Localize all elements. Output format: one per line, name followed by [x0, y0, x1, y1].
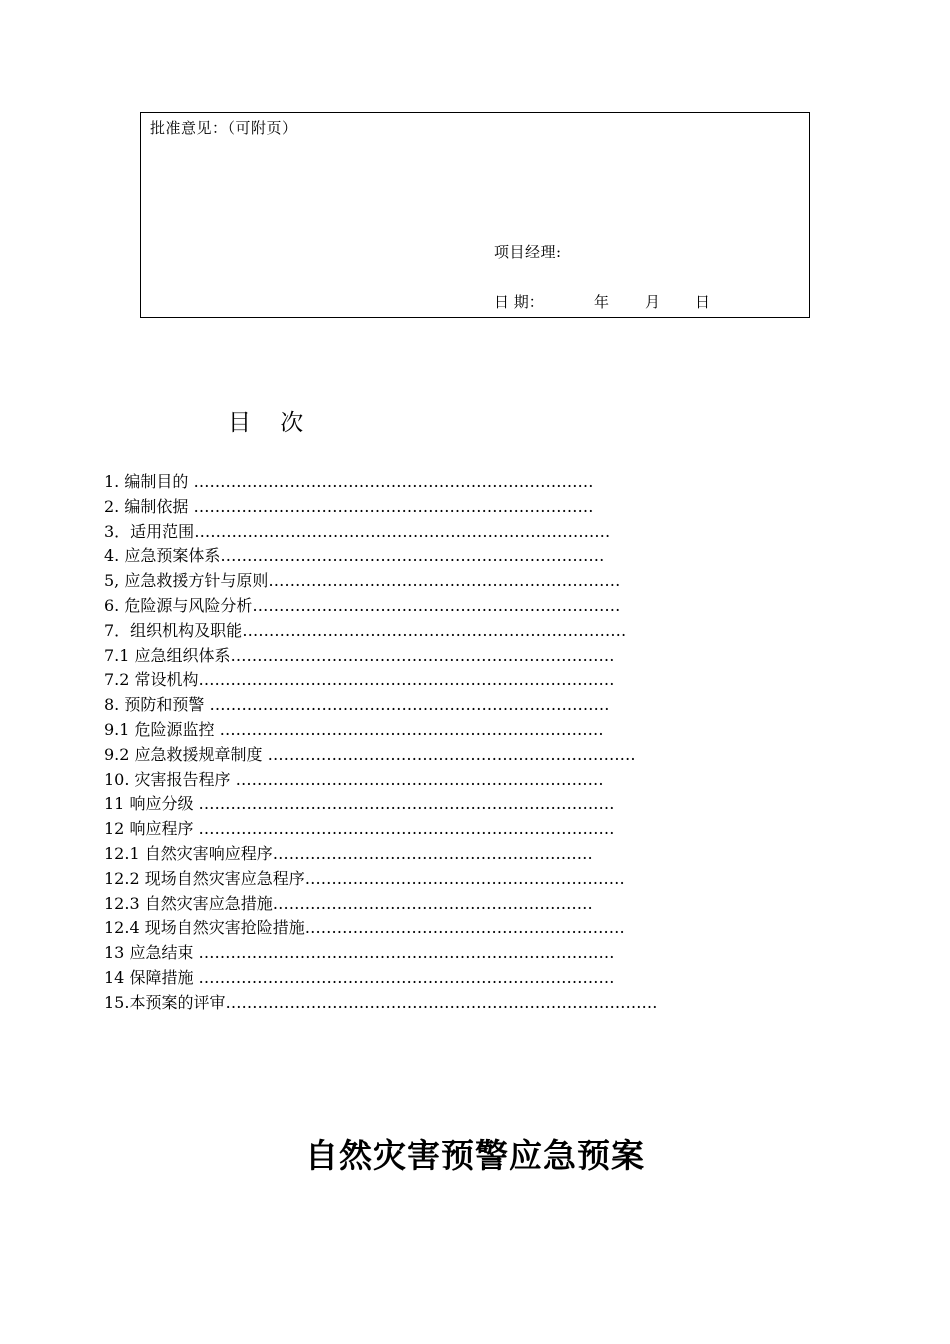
- toc-item-label: 15.本预案的评审: [104, 992, 226, 1012]
- toc-leader: …………………………………………………………………: [193, 496, 594, 516]
- document-title: 自然灾害预警应急预案: [305, 1136, 645, 1175]
- toc-leader: ……………………………………………………………………: [198, 967, 615, 987]
- toc-leader: ……………………………………………………………: [235, 769, 604, 789]
- toc-item[interactable]: [104, 569, 657, 594]
- toc-item[interactable]: [104, 693, 657, 718]
- approval-box: [140, 112, 810, 318]
- toc-item-label: 7．组织机构及职能: [104, 620, 243, 640]
- toc-leader: ………………………………………………………………: [220, 546, 605, 566]
- toc-leader: ……………………………………………………………………: [198, 794, 615, 814]
- toc-item[interactable]: [104, 867, 657, 892]
- toc-item-label: 6. 危险源与风险分析: [104, 595, 253, 615]
- toc-leader: ……………………………………………………: [272, 893, 593, 913]
- toc-item[interactable]: [104, 544, 657, 569]
- toc-leader: …………………………………………………………: [268, 571, 621, 591]
- toc-item[interactable]: [104, 916, 657, 941]
- year-label: 年: [594, 293, 610, 311]
- toc-leader: ……………………………………………………………: [267, 744, 636, 764]
- toc-item[interactable]: [104, 817, 657, 842]
- toc-leader: ………………………………………………………………: [230, 645, 615, 665]
- toc-item[interactable]: [104, 594, 657, 619]
- toc-leader: …………………………………………………………………: [209, 695, 610, 715]
- date-label: 日 期：: [494, 293, 544, 311]
- toc-item-label: 11 响应分级: [104, 794, 199, 814]
- toc-item[interactable]: [104, 470, 657, 495]
- toc-item[interactable]: [104, 743, 657, 768]
- toc-leader: ………………………………………………………………: [219, 719, 604, 739]
- toc-item-label: 7.2 常设机构: [104, 670, 199, 690]
- toc-item[interactable]: [104, 644, 657, 669]
- toc-leader: ……………………………………………………: [304, 868, 625, 888]
- toc-item[interactable]: [104, 668, 657, 693]
- toc-item[interactable]: [104, 619, 657, 644]
- toc-item[interactable]: [104, 966, 657, 991]
- toc-item[interactable]: [104, 718, 657, 743]
- project-manager-label: 项目经理:: [494, 243, 562, 261]
- month-label: 月: [645, 293, 661, 311]
- toc-item-label: 7.1 应急组织体系: [104, 645, 231, 665]
- toc-item-label: 10. 灾害报告程序: [104, 769, 236, 789]
- toc-item[interactable]: [104, 792, 657, 817]
- toc-item-label: 9.2 应急救援规章制度: [104, 744, 268, 764]
- toc-leader: ……………………………………………………………………: [198, 819, 615, 839]
- toc-leader: ……………………………………………………………………: [198, 943, 615, 963]
- toc-item[interactable]: [104, 520, 657, 545]
- toc-item-label: 5, 应急救援方针与原则: [104, 571, 269, 591]
- toc-item-label: 12.2 现场自然灾害应急程序: [104, 868, 305, 888]
- toc-item-label: 2. 编制依据: [104, 496, 194, 516]
- toc-leader: ……………………………………………………………………: [194, 521, 611, 541]
- approval-label: 批准意见：（可附页）: [150, 119, 298, 137]
- toc-item-label: 12.4 现场自然灾害抢险措施: [104, 918, 305, 938]
- toc-item-label: 8. 预防和预警: [104, 695, 210, 715]
- toc-leader: ………………………………………………………………………: [225, 992, 658, 1012]
- toc-title: 目 次: [228, 410, 304, 436]
- toc-item-label: 4. 应急预案体系: [104, 546, 221, 566]
- toc-item-label: 14 保障措施: [104, 967, 199, 987]
- toc-leader: ……………………………………………………………: [252, 595, 621, 615]
- toc-item-label: 12.3 自然灾害应急措施: [104, 893, 273, 913]
- toc-leader: ……………………………………………………………………: [198, 670, 615, 690]
- toc-item-label: 13 应急结束: [104, 943, 199, 963]
- table-of-contents: [104, 470, 657, 1016]
- toc-item-label: 3．适用范围: [104, 521, 195, 541]
- day-label: 日: [695, 293, 711, 311]
- toc-leader: …………………………………………………………………: [193, 472, 594, 491]
- toc-item[interactable]: [104, 768, 657, 793]
- toc-item[interactable]: [104, 892, 657, 917]
- toc-item-label: 9.1 危险源监控: [104, 719, 220, 739]
- toc-item[interactable]: [104, 842, 657, 867]
- toc-item-label: 12 响应程序: [104, 819, 199, 839]
- toc-leader: ……………………………………………………: [304, 918, 625, 938]
- toc-leader: ……………………………………………………: [272, 843, 593, 863]
- toc-item[interactable]: [104, 991, 657, 1016]
- toc-item[interactable]: [104, 495, 657, 520]
- toc-item-label: 12.1 自然灾害响应程序: [104, 843, 273, 863]
- toc-item-label: 1. 编制目的: [104, 472, 194, 491]
- toc-leader: ………………………………………………………………: [242, 620, 627, 640]
- toc-item[interactable]: [104, 941, 657, 966]
